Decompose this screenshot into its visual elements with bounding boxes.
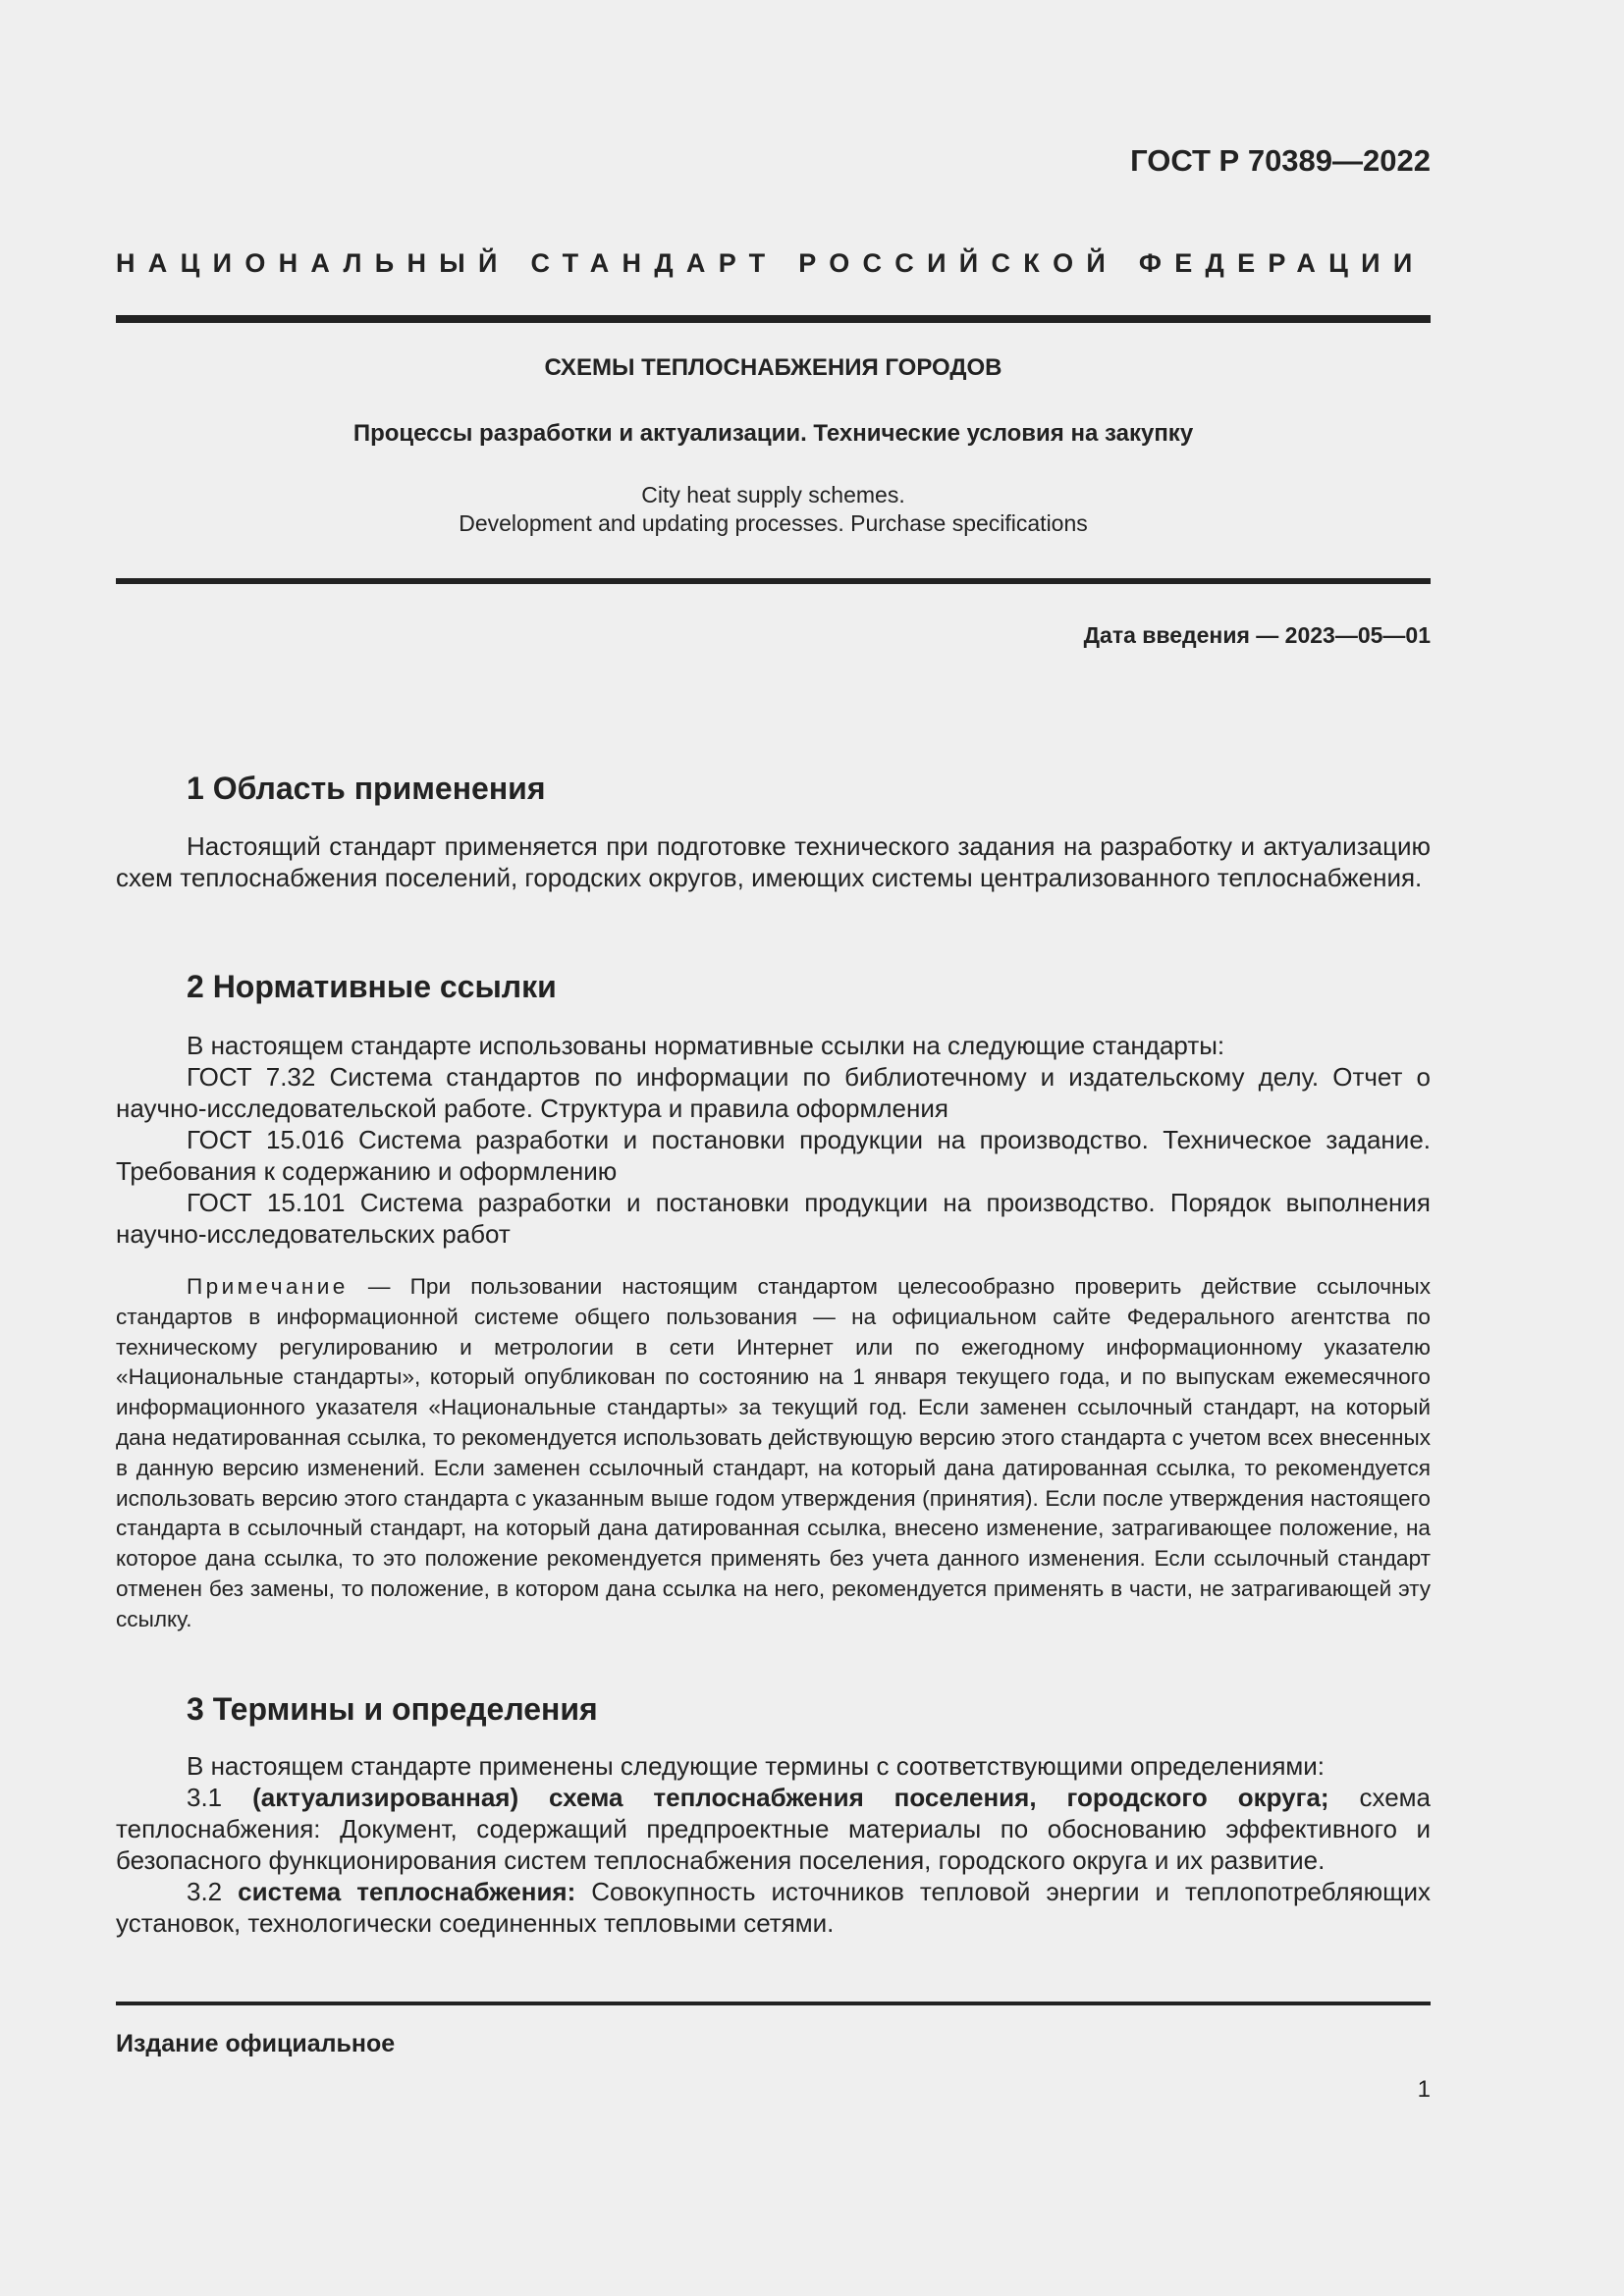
section-1-paragraph: Настоящий стандарт применяется при подготовке технического задания на разработку и актуализацию схем теплоснабжения поселений, городских округов, имеющих системы централизованного теплоснабжения. bbox=[116, 831, 1431, 892]
term-3-2-name: система теплоснабжения: bbox=[238, 1877, 576, 1906]
english-title-line-1: City heat supply schemes. bbox=[641, 482, 905, 507]
section-1-heading: 1 Область применения bbox=[187, 771, 546, 806]
references-note bbox=[116, 1272, 1431, 1635]
section-3-heading: 3 Термины и определения bbox=[187, 1691, 598, 1727]
term-3-2: 3.2 система теплоснабжения: Совокупность источников тепловой энергии и теплопотребляющих установок, технологически соединенных тепловыми сетями. bbox=[116, 1877, 1431, 1938]
section-1-body bbox=[116, 830, 1431, 893]
top-rule bbox=[116, 315, 1431, 323]
reference-gost-15-016: ГОСТ 15.016 Система разработки и постановки продукции на производство. Техническое задание. Требования к содержанию и оформлению bbox=[116, 1125, 1431, 1186]
section-3-body bbox=[116, 1750, 1431, 1939]
document-number: ГОСТ Р 70389—2022 bbox=[1130, 143, 1431, 178]
footer-rule bbox=[116, 2002, 1431, 2005]
terms-intro: В настоящем стандарте применены следующие термины с соответствующими определениями: bbox=[187, 1751, 1326, 1781]
references-intro: В настоящем стандарте использованы нормативные ссылки на следующие стандарты: bbox=[187, 1031, 1225, 1060]
document-page bbox=[116, 0, 1431, 2296]
official-edition-label: Издание официальное bbox=[116, 2030, 396, 2057]
term-3-1-name: (актуализированная) схема теплоснабжения поселения, городского округа; bbox=[252, 1783, 1329, 1812]
term-3-1-definition: схема теплоснабжения: Документ, содержащий предпроектные материалы по обоснованию эффективного и безопасного функционирования систем теплоснабжения поселения, городского округа и их развитие. bbox=[116, 1783, 1432, 1875]
introduction-date: Дата введения — 2023—05—01 bbox=[1083, 622, 1431, 648]
term-3-1: 3.1 (актуализированная) схема теплоснабжения поселения, городского округа; схема теплоснабжения: Документ, содержащий предпроектные материалы по обоснованию эффективного и безопасного функционирования систем теплоснабжения поселения, городского округа и их развитие. bbox=[116, 1783, 1432, 1875]
section-2-body bbox=[116, 1030, 1431, 1250]
note-label: Примечание bbox=[187, 1274, 349, 1299]
section-2-heading: 2 Нормативные ссылки bbox=[187, 969, 557, 1004]
english-title-line-2: Development and updating processes. Purchase specifications bbox=[459, 510, 1088, 536]
title-bottom-rule bbox=[116, 578, 1431, 584]
note-text: — При пользовании настоящим стандартом целесообразно проверить действие ссылочных стандартов в информационной системе общего пользования — на официальном сайте Федерального агентства по техническому регулированию и метрологии в сети Интернет или по ежегодному информационному указателю «Национальные стандарты», который опубликован по состоянию на 1 января текущего года, и по выпускам ежемесячного информационного указателя «Национальные стандарты» за текущий год. Если заменен ссылочный стандарт, на который дана недатированная ссылка, то рекомендуется использовать действующую версию этого стандарта с учетом всех внесенных в данную версию изменений. Если заменен ссылочный стандарт, на который дана датированная ссылка, то рекомендуется использовать версию этого стандарта с указанным выше годом утверждения (принятия). Если после утверждения настоящего стандарта в ссылочный стандарт, на который дана датированная ссылка, внесено изменение, затрагивающее положение, на которое дана ссылка, то это положение рекомендуется применять без учета данного изменения. Если ссылочный стандарт отменен без замены, то положение, в котором дана ссылка на него, рекомендуется применять в части, не затрагивающей эту ссылку. bbox=[116, 1274, 1431, 1631]
page-number: 1 bbox=[1417, 2076, 1431, 2103]
standard-title: СХЕМЫ ТЕПЛОСНАБЖЕНИЯ ГОРОДОВ bbox=[544, 354, 1002, 381]
standard-subtitle: Процессы разработки и актуализации. Технические условия на закупку bbox=[352, 420, 1194, 447]
national-standard-banner: НАЦИОНАЛЬНЫЙ СТАНДАРТ РОССИЙСКОЙ ФЕДЕРАЦИИ bbox=[116, 248, 1426, 278]
reference-gost-15-101: ГОСТ 15.101 Система разработки и постановки продукции на производство. Порядок выполнения научно-исследовательских работ bbox=[116, 1188, 1431, 1249]
term-3-2-definition: Совокупность источников тепловой энергии и теплопотребляющих установок, технологически соединенных тепловыми сетями. bbox=[116, 1877, 1431, 1938]
reference-gost-7-32: ГОСТ 7.32 Система стандартов по информации по библиотечному и издательскому делу. Отчет о научно-исследовательской работе. Структура и правила оформления bbox=[116, 1062, 1431, 1123]
